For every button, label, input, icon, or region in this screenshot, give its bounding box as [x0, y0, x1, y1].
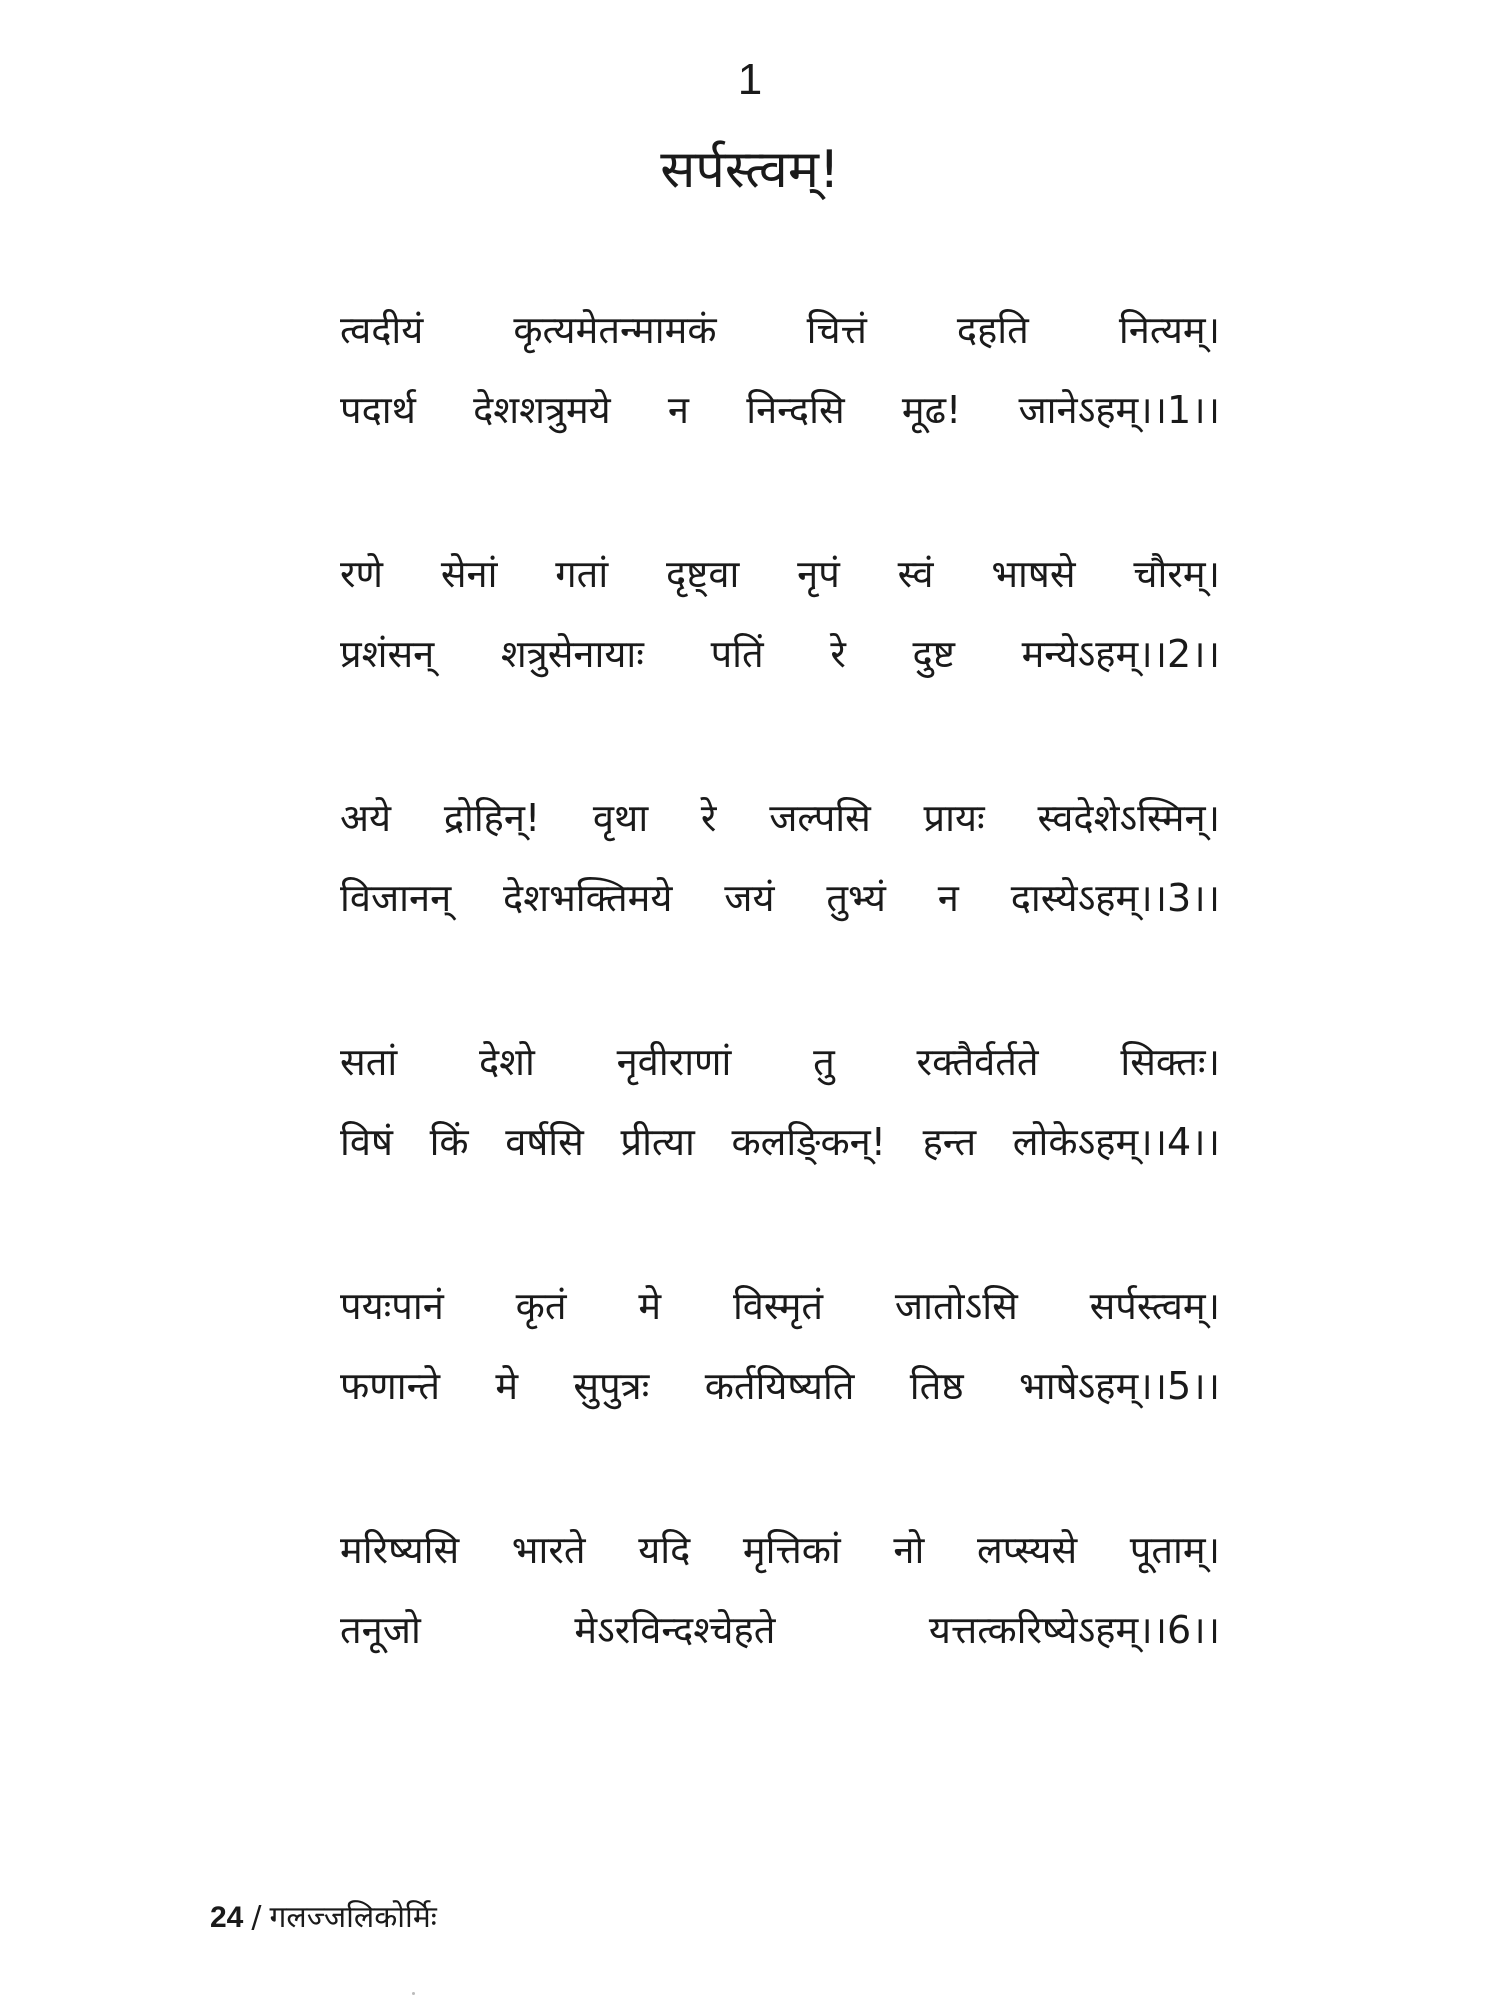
book-title: गलज्जलिकोर्मिः	[269, 1900, 437, 1935]
verse-line: विषं किं वर्षसि प्रीत्या कलङि्कन्! हन्त लोकेऽहम्।।4।।	[340, 1120, 1220, 1164]
verse-line: फणान्ते मे सुपुत्रः कर्तयिष्यति तिष्ठ भाषेऽहम्।।5।।	[340, 1364, 1220, 1408]
poem-body	[340, 290, 1220, 1754]
stanza-4	[340, 1022, 1220, 1266]
verse-line: अये द्रोहिन्! वृथा रे जल्पसि प्रायः स्वदेशेऽस्मिन्।	[340, 796, 1220, 840]
stanza-1	[340, 290, 1220, 534]
stanza-3	[340, 778, 1220, 1022]
verse-line: पदार्थ देशशत्रुमये न निन्दसि मूढ! जानेऽहम्।।1।।	[340, 388, 1220, 432]
footer-separator: /	[251, 1900, 262, 1935]
scan-speck	[412, 1992, 415, 1995]
stanza-6	[340, 1510, 1220, 1754]
poem-title: सर्पस्त्वम्!	[660, 140, 840, 200]
verse-line: विजानन् देशभक्तिमये जयं तुभ्यं न दास्येऽहम्।।3।।	[340, 876, 1220, 920]
verse-line: रणे सेनां गतां दृष्ट्वा नृपं स्वं भाषसे चौरम्।	[340, 552, 1220, 596]
verse-line: सतां देशो नृवीराणां तु रक्तैर्वर्तते सिक्तः।	[340, 1040, 1220, 1084]
verse-line: तनूजो मेऽरविन्दश्चेहते यत्तत्करिष्येऽहम्।।6।।	[340, 1608, 1220, 1652]
stanza-2	[340, 534, 1220, 778]
page-number: 24	[210, 1901, 244, 1934]
verse-line: मरिष्यसि भारते यदि मृत्तिकां नो लप्स्यसे पूताम्।	[340, 1528, 1220, 1572]
page-footer	[210, 1898, 437, 1938]
verse-line: प्रशंसन् शत्रुसेनायाः पतिं रे दुष्ट मन्येऽहम्।।2।।	[340, 632, 1220, 676]
verse-line: त्वदीयं कृत्यमेतन्मामकं चित्तं दहति नित्यम्।	[340, 308, 1220, 352]
stanza-5	[340, 1266, 1220, 1510]
verse-line: पयःपानं कृतं मे विस्मृतं जातोऽसि सर्पस्त्वम्।	[340, 1284, 1220, 1328]
chapter-number: 1	[737, 55, 763, 104]
